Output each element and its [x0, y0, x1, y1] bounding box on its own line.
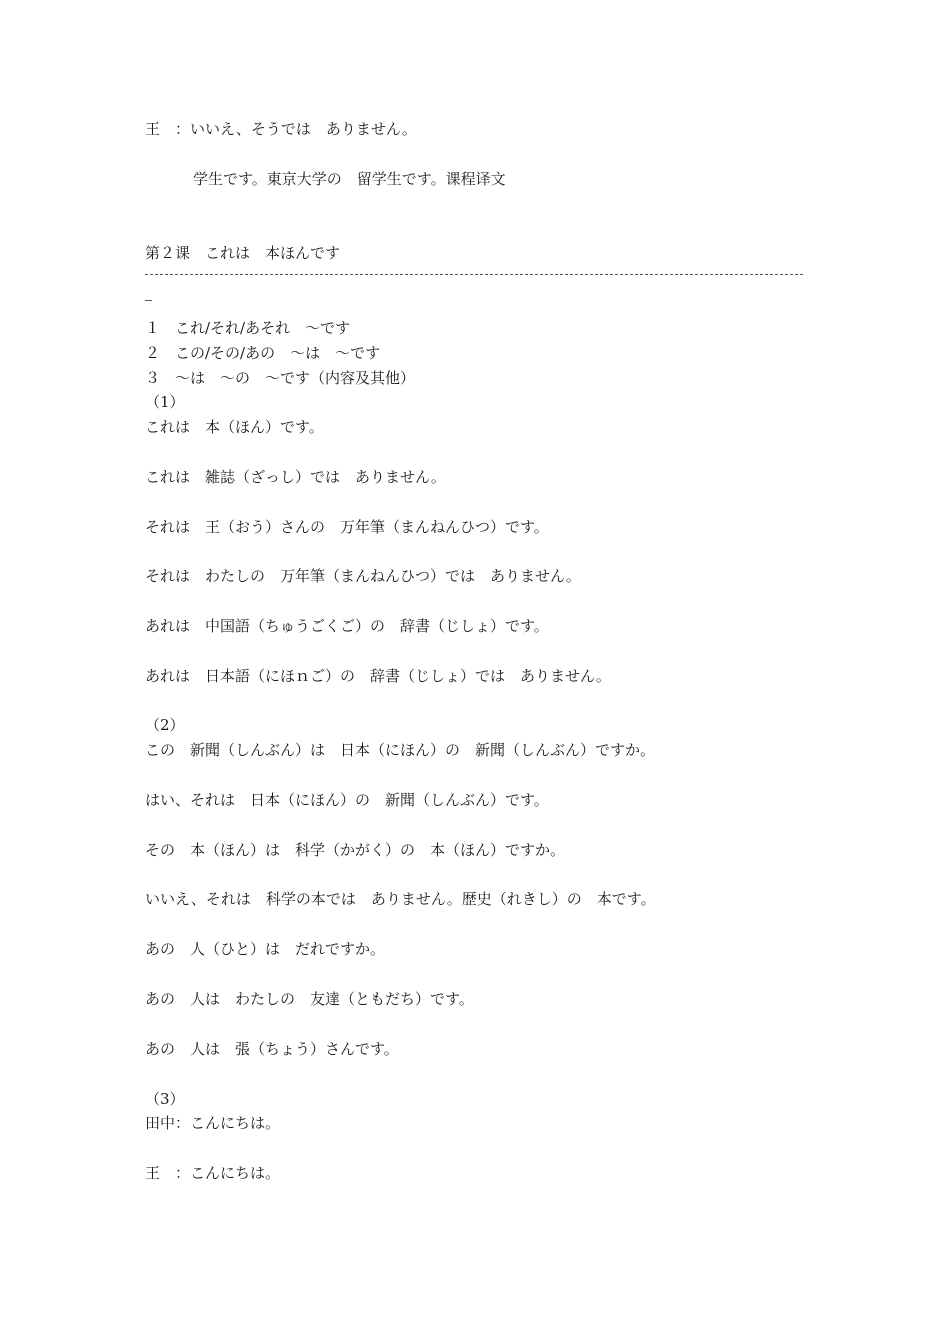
dashed-divider	[145, 274, 803, 275]
dialogue-line: 王 ：こんにちは。	[145, 1164, 281, 1182]
sentence-line: これは 雑誌（ざっし）では ありません。	[145, 468, 446, 486]
grammar-point-2: ２ この/その/あの ～は ～です	[145, 344, 381, 362]
divider-tail	[145, 300, 152, 301]
sentence-line: あれは 日本語（にほｎご）の 辞書（じしょ）では ありません。	[145, 667, 611, 685]
sentence-line: それは 王（おう）さんの 万年筆（まんねんひつ）です。	[145, 518, 549, 536]
sentence-line: あの 人（ひと）は だれですか。	[145, 940, 386, 958]
sentence-line: その 本（ほん）は 科学（かがく）の 本（ほん）ですか。	[145, 841, 566, 859]
section-2-heading: （2）	[145, 716, 185, 734]
sentence-line: いいえ、それは 科学の本では ありません。歴史（れきし）の 本です。	[145, 890, 656, 908]
sentence-line: あの 人は わたしの 友達（ともだち）です。	[145, 990, 474, 1008]
sentence-line: この 新聞（しんぶん）は 日本（にほん）の 新聞（しんぶん）ですか。	[145, 741, 656, 759]
intro-line-1: 王 ：いいえ、そうでは ありません。	[145, 120, 417, 138]
sentence-line: それは わたしの 万年筆（まんねんひつ）では ありません。	[145, 567, 581, 585]
grammar-point-1: １ これ/それ/あそれ ～です	[145, 319, 351, 337]
dialogue-line: 田中：こんにちは。	[145, 1114, 281, 1132]
grammar-point-3: ３ ～は ～の ～です（内容及其他）	[145, 369, 416, 387]
section-3-heading: （3）	[145, 1090, 185, 1108]
sentence-line: あれは 中国語（ちゅうごくご）の 辞書（じしょ）です。	[145, 617, 549, 635]
section-1-heading: （1）	[145, 393, 185, 411]
lesson-title: 第２课 これは 本ほんです	[145, 244, 341, 262]
sentence-line: はい、それは 日本（にほん）の 新聞（しんぶん）です。	[145, 791, 549, 809]
sentence-line: あの 人は 張（ちょう）さんです。	[145, 1040, 399, 1058]
intro-line-2: 学生です。東京大学の 留学生です。课程译文	[193, 170, 506, 188]
sentence-line: これは 本（ほん）です。	[145, 418, 324, 436]
